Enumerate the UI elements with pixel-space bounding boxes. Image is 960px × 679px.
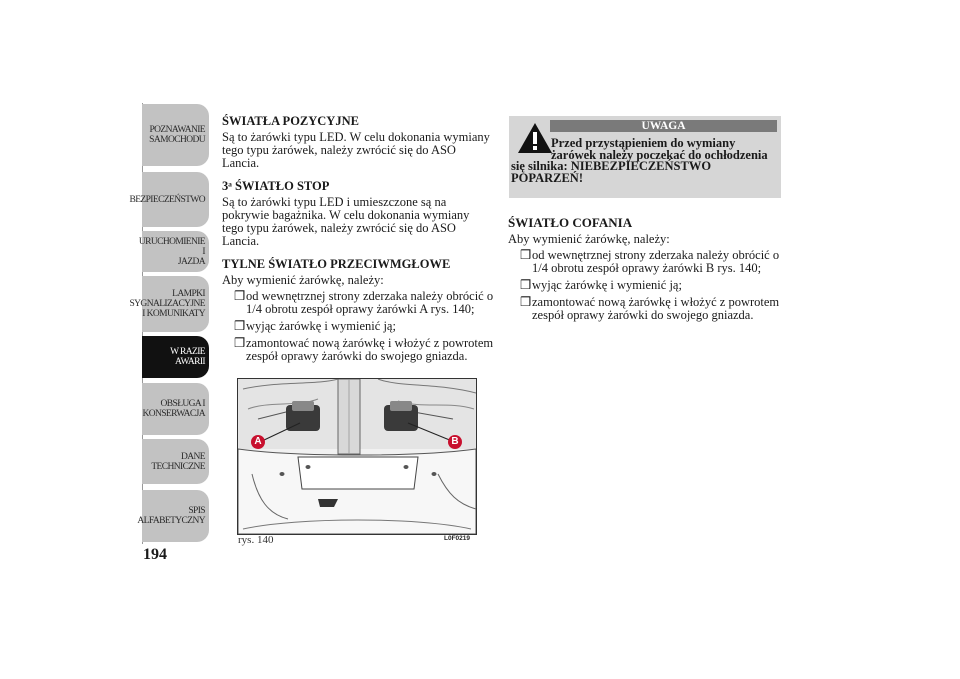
list-item: ❒wyjąc żarówkę i wymienić ją; — [520, 278, 682, 292]
nav-tab-label: OBSŁUGA I KONSERWACJA — [142, 399, 205, 419]
nav-tab-label: W RAZIE AWARII — [170, 347, 205, 367]
rear-fog-steps — [222, 290, 494, 363]
figure-caption: rys. 140 — [238, 534, 274, 546]
section-intro-reverse-light: Aby wymienić żarówkę, należy: — [508, 232, 670, 246]
right-column — [508, 216, 780, 326]
nav-tab-1[interactable] — [129, 172, 209, 227]
checkbox-bullet-icon: ❒ — [520, 278, 532, 292]
list-item: ❒od wewnętrznej strony zderzaka należy obrócić o 1/4 obrotu zespół oprawy żarówki A rys. 140; — [234, 289, 494, 316]
reverse-light-steps — [508, 249, 780, 322]
nav-tab-label: DANE TECHNICZNE — [151, 451, 205, 472]
nav-tab-label: POZNAWANIE SAMOCHODU — [149, 125, 205, 145]
checkbox-bullet-icon: ❒ — [234, 289, 246, 303]
list-item: ❒zamontować nową żarówkę i włożyć z powrotem zespół oprawy żarówki do swojego gniazda. — [520, 295, 780, 322]
nav-tab-6[interactable] — [142, 439, 209, 484]
nav-tab-0[interactable] — [142, 104, 209, 166]
nav-tab-2[interactable] — [138, 231, 209, 272]
section-title-third-stop: 3ᵃ ŚWIATŁO STOP — [222, 179, 330, 193]
figure-rear-bumper — [237, 378, 477, 535]
checkbox-bullet-icon: ❒ — [234, 336, 246, 350]
checkbox-bullet-icon: ❒ — [234, 319, 246, 333]
nav-tab-label: URUCHOMIENIE I JAZDA — [138, 236, 205, 267]
callout-b: B — [448, 435, 462, 449]
list-item: ❒zamontować nową żarówkę i włożyć z powrotem zespół oprawy żarówki do swojego gniazda. — [234, 336, 494, 363]
section-text-third-stop: Są to żarówki typu LED i umieszczone są na pokrywie bagażnika. W celu dokonania wymiany tego typu żarówek, należy zwrócić się do ASO Lancia. — [222, 195, 470, 248]
left-column — [222, 114, 494, 367]
section-title-position-lights: ŚWIATŁA POZYCYJNE — [222, 114, 359, 128]
section-intro-rear-fog: Aby wymienić żarówkę, należy: — [222, 273, 384, 287]
bumper-illustration — [238, 379, 476, 534]
nav-tab-label: SPIS ALFABETYCZNY — [137, 506, 205, 526]
list-item: ❒wyjąc żarówkę i wymienić ją; — [234, 319, 396, 333]
page-number: 194 — [143, 546, 167, 563]
section-title-rear-fog: TYLNE ŚWIATŁO PRZECIWMGŁOWE — [222, 257, 451, 271]
warning-text: Przed przystąpieniem do wymiany żarówek należy poczekać do ochłodzenia się silnika: NIEBEZPIECZEŃSTWO POPARZEŃ! — [511, 136, 768, 185]
nav-tab-3[interactable] — [129, 276, 209, 332]
nav-tab-5[interactable] — [142, 383, 209, 435]
callout-a: A — [251, 435, 265, 449]
list-item: ❒od wewnętrznej strony zderzaka należy obrócić o 1/4 obrotu zespół oprawy żarówki B rys. 140; — [520, 248, 780, 275]
nav-tab-4[interactable] — [142, 336, 209, 378]
checkbox-bullet-icon: ❒ — [520, 248, 532, 262]
warning-box — [509, 116, 781, 198]
nav-tab-label: BEZPIECZEŃSTWO — [129, 194, 205, 205]
figure-code: L0F0219 — [444, 535, 471, 542]
section-title-reverse-light: ŚWIATŁO COFANIA — [508, 215, 633, 230]
checkbox-bullet-icon: ❒ — [520, 295, 532, 309]
nav-tab-label: LAMPKI SYGNALIZACYJNE I KOMUNIKATY — [129, 289, 205, 319]
nav-tab-7[interactable] — [137, 490, 209, 542]
warning-title: UWAGA — [550, 120, 777, 132]
section-text-position-lights: Są to żarówki typu LED. W celu dokonania wymiany tego typu żarówek, należy zwrócić się do ASO Lancia. — [222, 130, 490, 170]
